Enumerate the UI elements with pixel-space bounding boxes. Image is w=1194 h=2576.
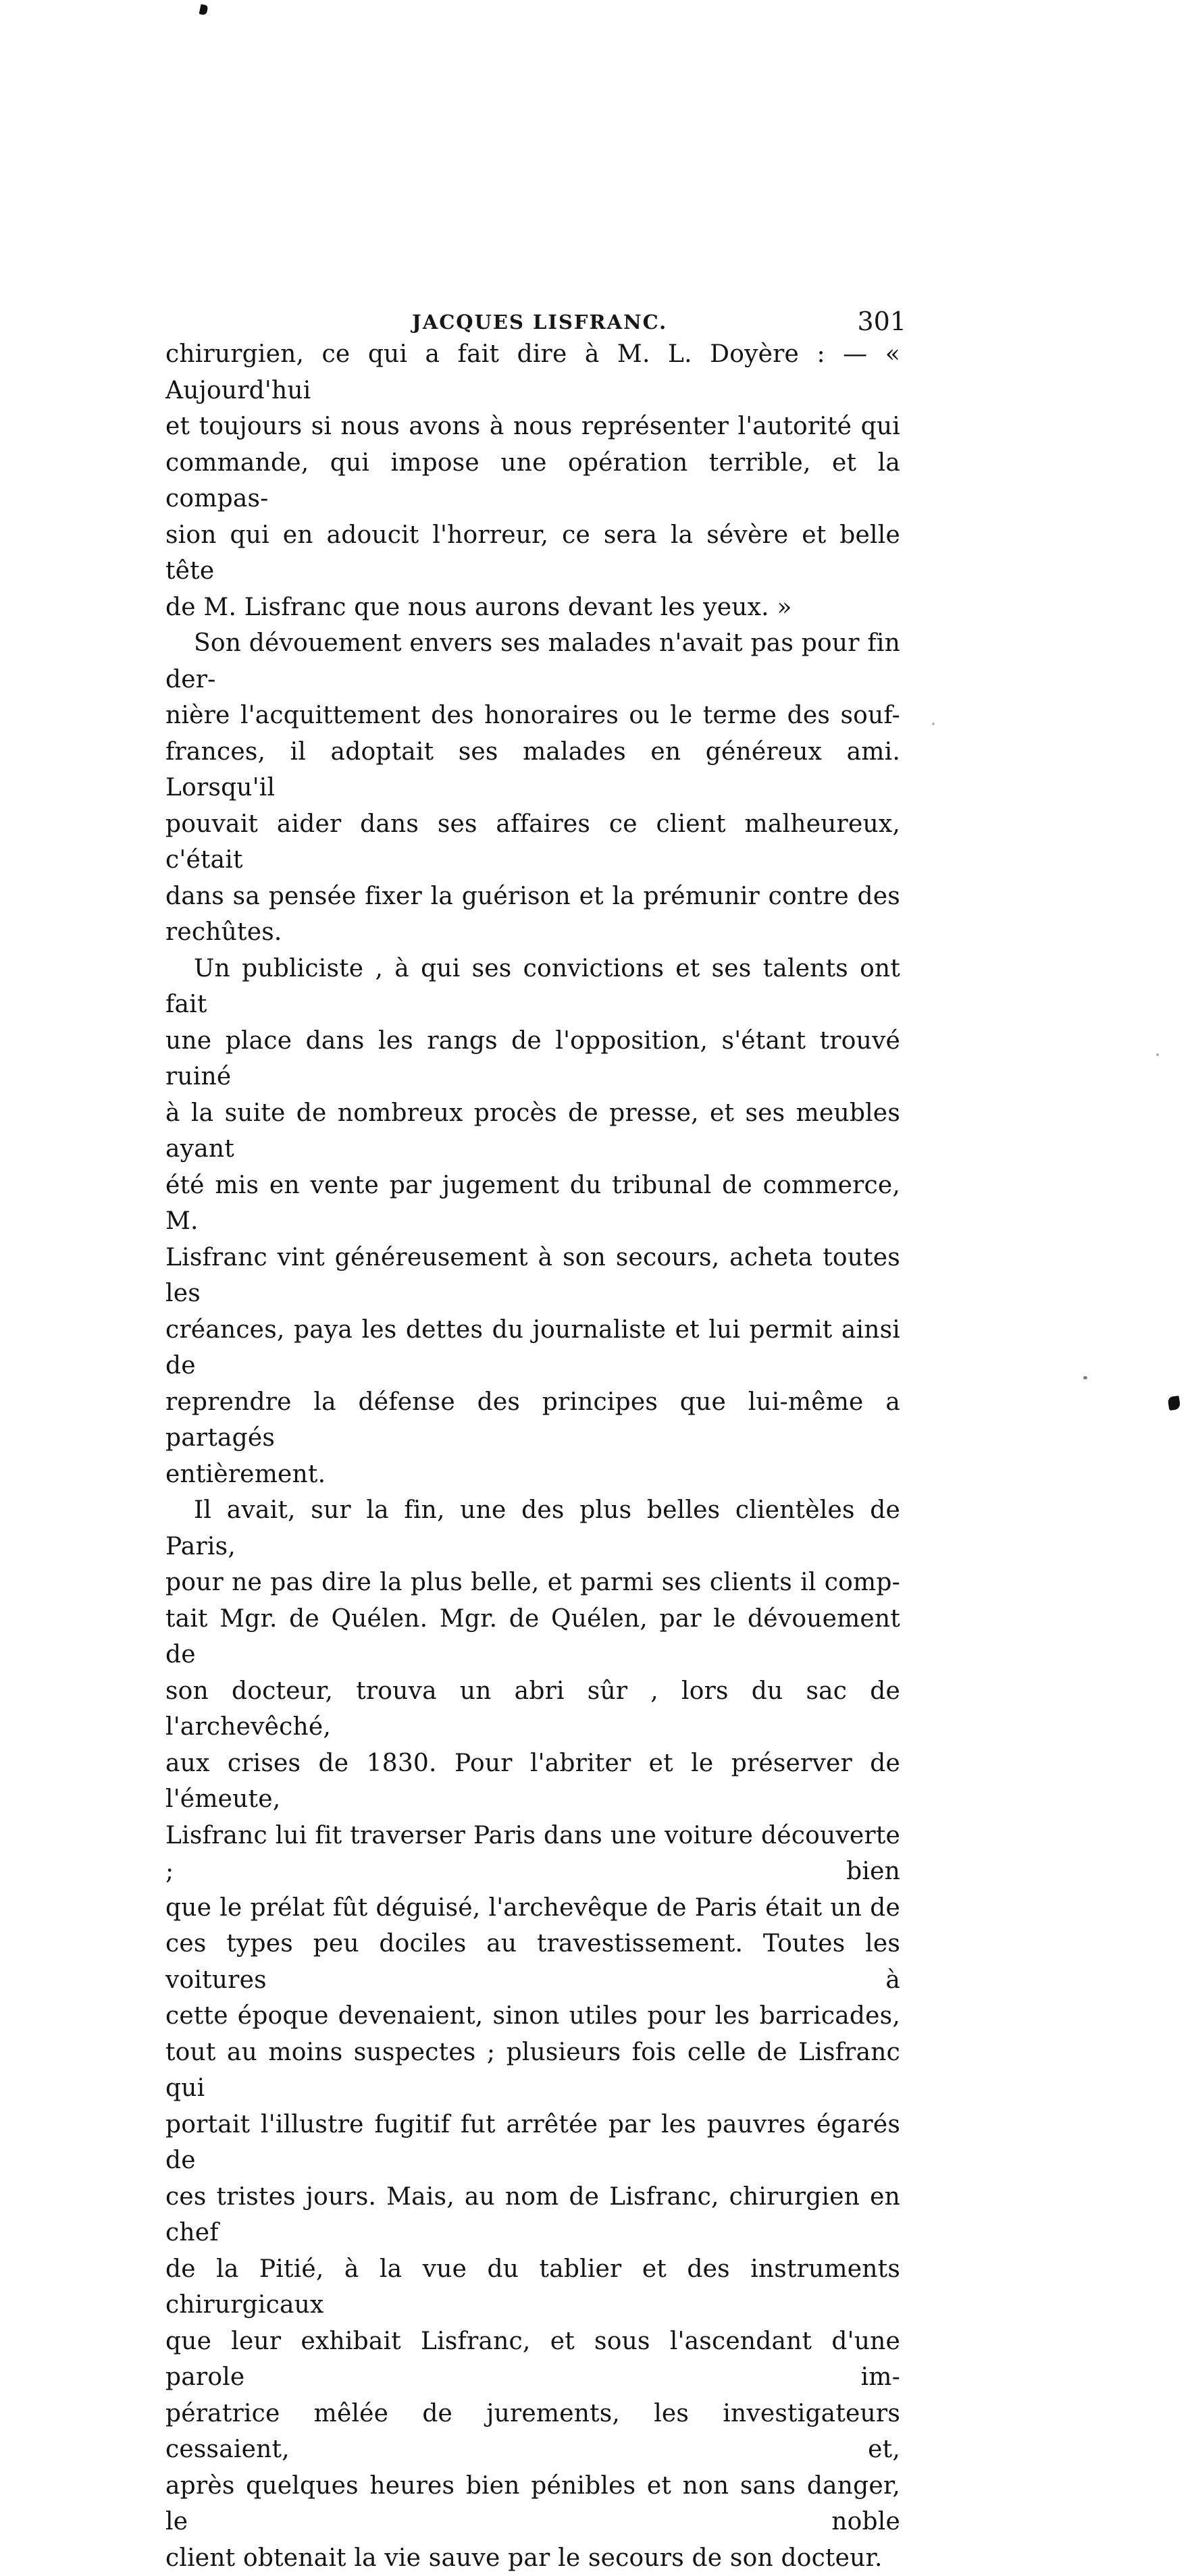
scan-artifact [1168, 1396, 1181, 1411]
text-line: après quelques heures bien pénibles et non sans danger, le noble [165, 2468, 900, 2540]
text-line: Lisfranc vint généreusement à son secours, acheta toutes les [165, 1240, 900, 1312]
text-line: reprendre la défense des principes que lui-même a partagés [165, 1384, 900, 1456]
text-line: ces types peu dociles au travestissement. Toutes les voitures à [165, 1926, 900, 1998]
text-line: pour ne pas dire la plus belle, et parmi ses clients il comp- [165, 1565, 900, 1601]
text-line: sion qui en adoucit l'horreur, ce sera la sévère et belle tête [165, 517, 900, 589]
scan-artifact [932, 722, 935, 725]
text-line: commande, qui impose une opération terrible, et la compas- [165, 445, 900, 517]
scan-artifact [1156, 1053, 1159, 1056]
paragraph [165, 1492, 900, 2576]
text-line: pératrice mêlée de jurements, les investigateurs cessaient, et, [165, 2396, 900, 2468]
text-line: aux crises de 1830. Pour l'abriter et le préserver de l'émeute, [165, 1745, 900, 1818]
text-line: tout au moins suspectes ; plusieurs fois celle de Lisfranc qui [165, 2034, 900, 2107]
text-line: tait Mgr. de Quélen. Mgr. de Quélen, par le dévouement de [165, 1601, 900, 1673]
paragraph [165, 336, 900, 625]
text-line: son docteur, trouva un abri sûr , lors du sac de l'archevêché, [165, 1673, 900, 1745]
text-line: que leur exhibait Lisfranc, et sous l'ascendant d'une parole im- [165, 2323, 900, 2396]
text-line: Un publiciste , à qui ses convictions et ses talents ont fait [165, 951, 900, 1023]
text-line: Il avait, sur la fin, une des plus belles clientèles de Paris, [165, 1492, 900, 1565]
text-line: client obtenait la vie sauve par le secours de son docteur. [165, 2540, 900, 2576]
text-line: pouvait aider dans ses affaires ce client malheureux, c'était [165, 806, 900, 878]
text-line: ces tristes jours. Mais, au nom de Lisfranc, chirurgien en chef [165, 2179, 900, 2251]
text-line: de la Pitié, à la vue du tablier et des instruments chirurgicaux [165, 2251, 900, 2323]
text-line: portait l'illustre fugitif fut arrêtée par les pauvres égarés de [165, 2107, 900, 2179]
text-line: cette époque devenaient, sinon utiles pour les barricades, [165, 1998, 900, 2034]
page-text [165, 336, 900, 2576]
text-line: que le prélat fût déguisé, l'archevêque de Paris était un de [165, 1890, 900, 1926]
text-line: de M. Lisfranc que nous aurons devant les yeux. » [165, 589, 900, 626]
text-line: Lisfranc lui fit traverser Paris dans une voiture découverte ; bien [165, 1818, 900, 1890]
paragraph [165, 951, 900, 1493]
page-number: 301 [857, 307, 906, 336]
text-line: à la suite de nombreux procès de presse, et ses meubles ayant [165, 1095, 900, 1167]
text-line: frances, il adoptait ses malades en généreux ami. Lorsqu'il [165, 734, 900, 806]
text-line: dans sa pensée fixer la guérison et la prémunir contre des [165, 878, 900, 915]
text-line: entièrement. [165, 1456, 900, 1493]
text-line: créances, paya les dettes du journaliste et lui permit ainsi de [165, 1312, 900, 1384]
running-header-title: JACQUES LISFRANC. [412, 311, 667, 334]
text-line: été mis en vente par jugement du tribunal de commerce, M. [165, 1167, 900, 1240]
text-line: une place dans les rangs de l'opposition, s'étant trouvé ruiné [165, 1023, 900, 1095]
text-line: nière l'acquittement des honoraires ou le terme des souf- [165, 698, 900, 734]
paragraph [165, 625, 900, 951]
scan-artifact [1083, 1376, 1087, 1379]
scan-artifact [199, 4, 209, 16]
text-line: Son dévouement envers ses malades n'avait pas pour fin der- [165, 625, 900, 698]
text-line: rechûtes. [165, 914, 900, 951]
text-line: chirurgien, ce qui a fait dire à M. L. Doyère : — « Aujourd'hui [165, 336, 900, 409]
text-line: et toujours si nous avons à nous représenter l'autorité qui [165, 409, 900, 445]
